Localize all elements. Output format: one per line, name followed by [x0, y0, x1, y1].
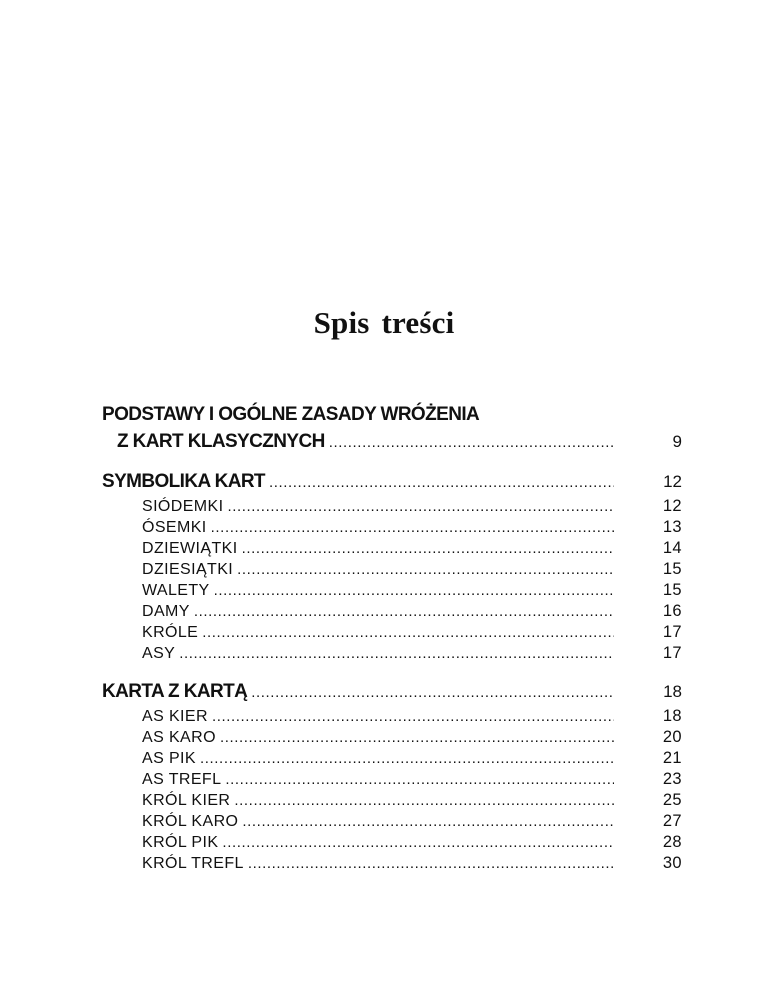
dot-leader	[202, 622, 614, 643]
page-number: 23	[662, 770, 682, 788]
toc-entry-krol-pik[interactable]	[102, 832, 682, 853]
toc-entry-label: AS KIER	[142, 708, 208, 725]
dot-leader	[194, 601, 614, 622]
table-of-contents	[102, 402, 682, 874]
toc-section-podstawy-title-line1: PODSTAWY I OGÓLNE ZASADY WRÓŻENIA	[102, 404, 480, 425]
dot-leader	[251, 679, 614, 707]
page-number: 17	[662, 623, 682, 641]
dot-leader	[200, 748, 614, 769]
page-number: 30	[662, 854, 682, 872]
page-number: 25	[662, 791, 682, 809]
toc-entry-as-trefl[interactable]	[102, 769, 682, 790]
toc-section-podstawy[interactable]	[102, 428, 682, 456]
page-number: 28	[662, 833, 682, 851]
toc-entry-as-pik[interactable]	[102, 748, 682, 769]
page-number: 15	[662, 581, 682, 599]
page-number: 17	[662, 644, 682, 662]
toc-entry-label: KRÓLE	[142, 624, 199, 641]
toc-entry-walety[interactable]	[102, 580, 682, 601]
toc-entry-label: AS TREFL	[142, 771, 222, 788]
toc-entry-label: KRÓL TREFL	[142, 855, 244, 872]
page-number: 16	[662, 602, 682, 620]
page-title: Spis treści	[313, 305, 455, 340]
toc-entry-asy[interactable]	[102, 643, 682, 664]
toc-entry-label: AS PIK	[142, 750, 196, 767]
toc-entry-label: AS KARO	[142, 729, 216, 746]
page-number: 21	[662, 749, 682, 767]
toc-entry-as-kier[interactable]	[102, 706, 682, 727]
toc-entry-krol-karo[interactable]	[102, 811, 682, 832]
toc-entry-label: KRÓL KARO	[142, 813, 239, 830]
toc-entry-label: ÓSEMKI	[142, 519, 207, 536]
page-number: 12	[663, 472, 682, 491]
toc-section-symbolika[interactable]	[102, 468, 682, 496]
toc-entry-label: KRÓL KIER	[142, 792, 231, 809]
toc-entry-krol-kier[interactable]	[102, 790, 682, 811]
toc-entry-label: WALETY	[142, 582, 210, 599]
dot-leader	[222, 832, 614, 853]
page-number: 14	[662, 539, 682, 557]
page-number: 13	[662, 518, 682, 536]
toc-entry-osemki[interactable]	[102, 517, 682, 538]
toc-entry-label: DAMY	[142, 603, 190, 620]
dot-leader	[225, 769, 614, 790]
toc-entry-label: SIÓDEMKI	[142, 498, 224, 515]
dot-leader	[269, 469, 614, 497]
toc-entry-label: DZIEWIĄTKI	[142, 540, 238, 557]
toc-section-podstawy-title-line2: Z KART KLASYCZNYCH	[117, 431, 325, 452]
dot-leader	[237, 559, 614, 580]
dot-leader	[179, 643, 614, 664]
toc-entry-krole[interactable]	[102, 622, 682, 643]
page-number: 18	[663, 682, 682, 701]
toc-entry-label: KRÓL PIK	[142, 834, 219, 851]
page-number: 12	[662, 497, 682, 515]
page-number: 18	[662, 707, 682, 725]
page-number: 20	[662, 728, 682, 746]
page-number: 27	[662, 812, 682, 830]
dot-leader	[242, 811, 614, 832]
dot-leader	[211, 517, 614, 538]
toc-section-title: SYMBOLIKA KART	[102, 471, 265, 492]
dot-leader	[227, 496, 614, 517]
dot-leader	[248, 853, 614, 874]
toc-entry-label: DZIESIĄTKI	[142, 561, 234, 578]
toc-entry-dziesiatki[interactable]	[102, 559, 682, 580]
dot-leader	[212, 706, 614, 727]
dot-leader	[329, 429, 614, 457]
dot-leader	[234, 790, 614, 811]
toc-section-title: KARTA Z KARTĄ	[102, 681, 248, 702]
toc-entry-as-karo[interactable]	[102, 727, 682, 748]
page-number: 9	[672, 432, 682, 451]
dot-leader	[220, 727, 614, 748]
toc-entry-krol-trefl[interactable]	[102, 853, 682, 874]
toc-entry-siodemki[interactable]	[102, 496, 682, 517]
page-number: 15	[662, 560, 682, 578]
toc-entry-damy[interactable]	[102, 601, 682, 622]
dot-leader	[214, 580, 614, 601]
toc-section-karta-z-karta[interactable]	[102, 678, 682, 706]
toc-entry-label: ASY	[142, 645, 176, 662]
dot-leader	[242, 538, 614, 559]
toc-entry-dziewiatki[interactable]	[102, 538, 682, 559]
